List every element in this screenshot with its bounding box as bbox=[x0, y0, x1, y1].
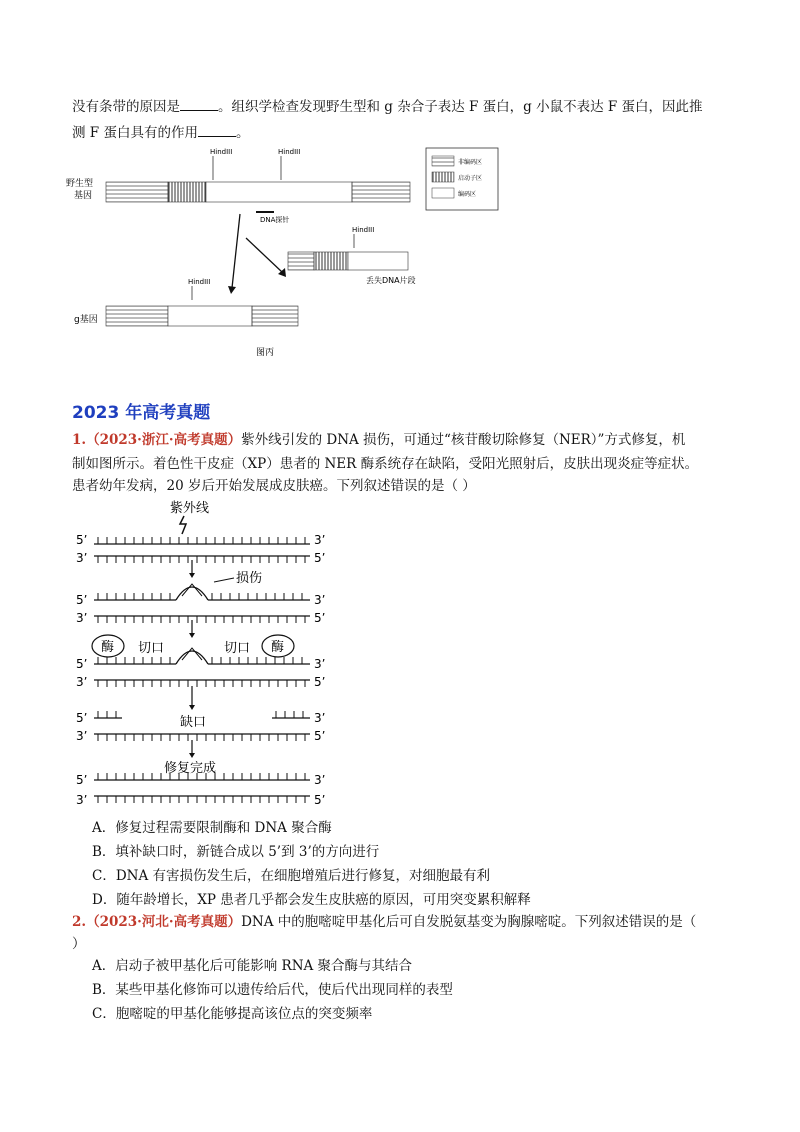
dna-top-strand bbox=[94, 711, 122, 718]
strand-end-label: 5’ bbox=[314, 551, 326, 565]
g-gene-label: g基因 bbox=[74, 315, 98, 325]
q2-option-b: B．某些甲基化修饰可以遗传给后代，使后代出现同样的表型 bbox=[92, 982, 453, 998]
answer-blank bbox=[180, 96, 218, 111]
strand-end-label: 3’ bbox=[314, 593, 326, 607]
step-arrow-head bbox=[189, 633, 195, 638]
dna-probe-label: DNA探针 bbox=[260, 216, 290, 224]
strand-end-label: 5’ bbox=[314, 729, 326, 743]
q1-line-3: 患者幼年发病，20 岁后开始发展成皮肤癌。下列叙述错误的是（ ） bbox=[72, 478, 476, 494]
q2-text: DNA 中的胞嘧啶甲基化后可自发脱氨基变为胸腺嘧啶。下列叙述错误的是（ bbox=[241, 914, 697, 930]
strand-end-label: 3’ bbox=[314, 533, 326, 547]
enzyme-right-label: 酶 bbox=[271, 640, 285, 655]
q1-line-2: 制如图所示。着色性干皮症（XP）患者的 NER 酶系统存在缺陷，受阳光照射后，皮肤出现炎症等症状。 bbox=[72, 456, 699, 472]
lost-promoter bbox=[314, 252, 348, 270]
dna-top-strand bbox=[94, 537, 310, 544]
strand-end-label: 3’ bbox=[76, 793, 88, 807]
legend-promoter: 启动子区 bbox=[458, 175, 483, 182]
intro-text: 没有条带的原因是 bbox=[72, 99, 180, 115]
legend-noncoding: 非编码区 bbox=[458, 159, 483, 166]
q1-source: （2023·浙江·高考真题） bbox=[86, 432, 242, 448]
hindiii-label: HindIII bbox=[352, 226, 375, 234]
intro-text: 测 F 蛋白具有的作用 bbox=[72, 125, 198, 141]
figure-caption: 图丙 bbox=[256, 348, 275, 358]
cut-left-label: 切口 bbox=[138, 641, 165, 656]
q1-line-1 bbox=[72, 430, 685, 450]
dna-bottom-strand bbox=[94, 734, 310, 741]
ner-figure bbox=[72, 496, 332, 812]
strand-end-label: 3’ bbox=[76, 551, 88, 565]
hindiii-label: HindIII bbox=[188, 278, 211, 286]
strand-end-label: 5’ bbox=[76, 711, 88, 725]
dna-bottom-strand bbox=[94, 556, 310, 563]
strand-end-label: 5’ bbox=[76, 657, 88, 671]
strand-end-label: 5’ bbox=[76, 593, 88, 607]
gap-label: 缺口 bbox=[180, 715, 207, 730]
strand-end-label: 3’ bbox=[314, 657, 326, 671]
q2-line-1 bbox=[72, 912, 696, 932]
strand-end-label: 5’ bbox=[314, 611, 326, 625]
q1-text: 紫外线引发的 DNA 损伤，可通过“核苷酸切除修复（NER）”方式修复，机 bbox=[241, 432, 686, 448]
q1-option-a: A．修复过程需要限制酶和 DNA 聚合酶 bbox=[92, 820, 332, 836]
section-title: 2023 年高考真题 bbox=[72, 403, 211, 423]
lost-coding bbox=[348, 252, 408, 270]
intro-text: 。 bbox=[235, 125, 250, 141]
damage-label: 损伤 bbox=[236, 571, 263, 586]
q2-source: （2023·河北·高考真题） bbox=[86, 914, 242, 930]
q1-number: 1. bbox=[72, 432, 87, 448]
done-label: 修复完成 bbox=[164, 761, 217, 776]
figure-bing bbox=[60, 140, 500, 370]
g-coding bbox=[168, 306, 252, 326]
strand-end-label: 3’ bbox=[314, 711, 326, 725]
enzyme-left-label: 酶 bbox=[101, 640, 115, 655]
strand-end-label: 5’ bbox=[314, 793, 326, 807]
q2-option-c: C．胞嘧啶的甲基化能够提高该位点的突变频率 bbox=[92, 1006, 373, 1022]
strand-end-label: 3’ bbox=[76, 675, 88, 689]
strand-end-label: 3’ bbox=[76, 611, 88, 625]
step-arrow-head bbox=[189, 753, 195, 758]
intro-text: 。组织学检查发现野生型和 g 杂合子表达 F 蛋白，g 小鼠不表达 F 蛋白，因此推 bbox=[218, 99, 703, 115]
uv-label: 紫外线 bbox=[170, 501, 210, 516]
strand-end-label: 5’ bbox=[314, 675, 326, 689]
strand-end-label: 5’ bbox=[76, 533, 88, 547]
damage-bump bbox=[176, 651, 208, 664]
damage-bump bbox=[176, 587, 208, 600]
wild-promoter bbox=[168, 182, 206, 202]
g-noncoding-right bbox=[252, 306, 298, 326]
dna-bottom-strand bbox=[94, 796, 310, 803]
q2-number: 2. bbox=[72, 914, 87, 930]
hindiii-label: HindIII bbox=[210, 148, 233, 156]
answer-blank bbox=[198, 122, 236, 137]
intro-line-1 bbox=[72, 96, 703, 117]
lost-noncoding bbox=[288, 252, 314, 270]
dna-top-strand bbox=[94, 657, 176, 664]
dna-bottom-strand bbox=[94, 616, 310, 623]
q2-option-a: A．启动子被甲基化后可能影响 RNA 聚合酶与其结合 bbox=[92, 958, 413, 974]
q1-option-c: C．DNA 有害损伤发生后，在细胞增殖后进行修复，对细胞最有利 bbox=[92, 868, 491, 884]
dna-bottom-strand bbox=[94, 680, 310, 687]
lost-fragment-label: 丢失DNA片段 bbox=[366, 276, 416, 285]
dna-top-strand bbox=[208, 657, 310, 664]
wild-coding bbox=[206, 182, 352, 202]
g-noncoding-left bbox=[106, 306, 168, 326]
strand-end-label: 3’ bbox=[76, 729, 88, 743]
dna-top-strand bbox=[208, 593, 310, 600]
wild-label-2: 基因 bbox=[74, 191, 93, 201]
wild-noncoding-right bbox=[352, 182, 410, 202]
cut-right-label: 切口 bbox=[224, 641, 251, 656]
uv-bolt bbox=[180, 516, 186, 534]
wild-label-1: 野生型 bbox=[66, 179, 94, 189]
q1-option-b: B．填补缺口时，新链合成以 5’到 3’的方向进行 bbox=[92, 844, 380, 860]
dna-top-strand bbox=[94, 593, 176, 600]
strand-end-label: 3’ bbox=[314, 773, 326, 787]
legend-coding: 编码区 bbox=[458, 191, 477, 198]
step-arrow-head bbox=[189, 705, 195, 710]
hindiii-label: HindIII bbox=[278, 148, 301, 156]
q2-line-2: ） bbox=[72, 936, 86, 952]
q1-option-d: D．随年龄增长，XP 患者几乎都会发生皮肤癌的原因，可用突变累积解释 bbox=[92, 892, 531, 908]
step-arrow-head bbox=[189, 573, 195, 578]
strand-end-label: 5’ bbox=[76, 773, 88, 787]
dna-top-strand bbox=[272, 711, 310, 718]
wild-noncoding-left bbox=[106, 182, 168, 202]
